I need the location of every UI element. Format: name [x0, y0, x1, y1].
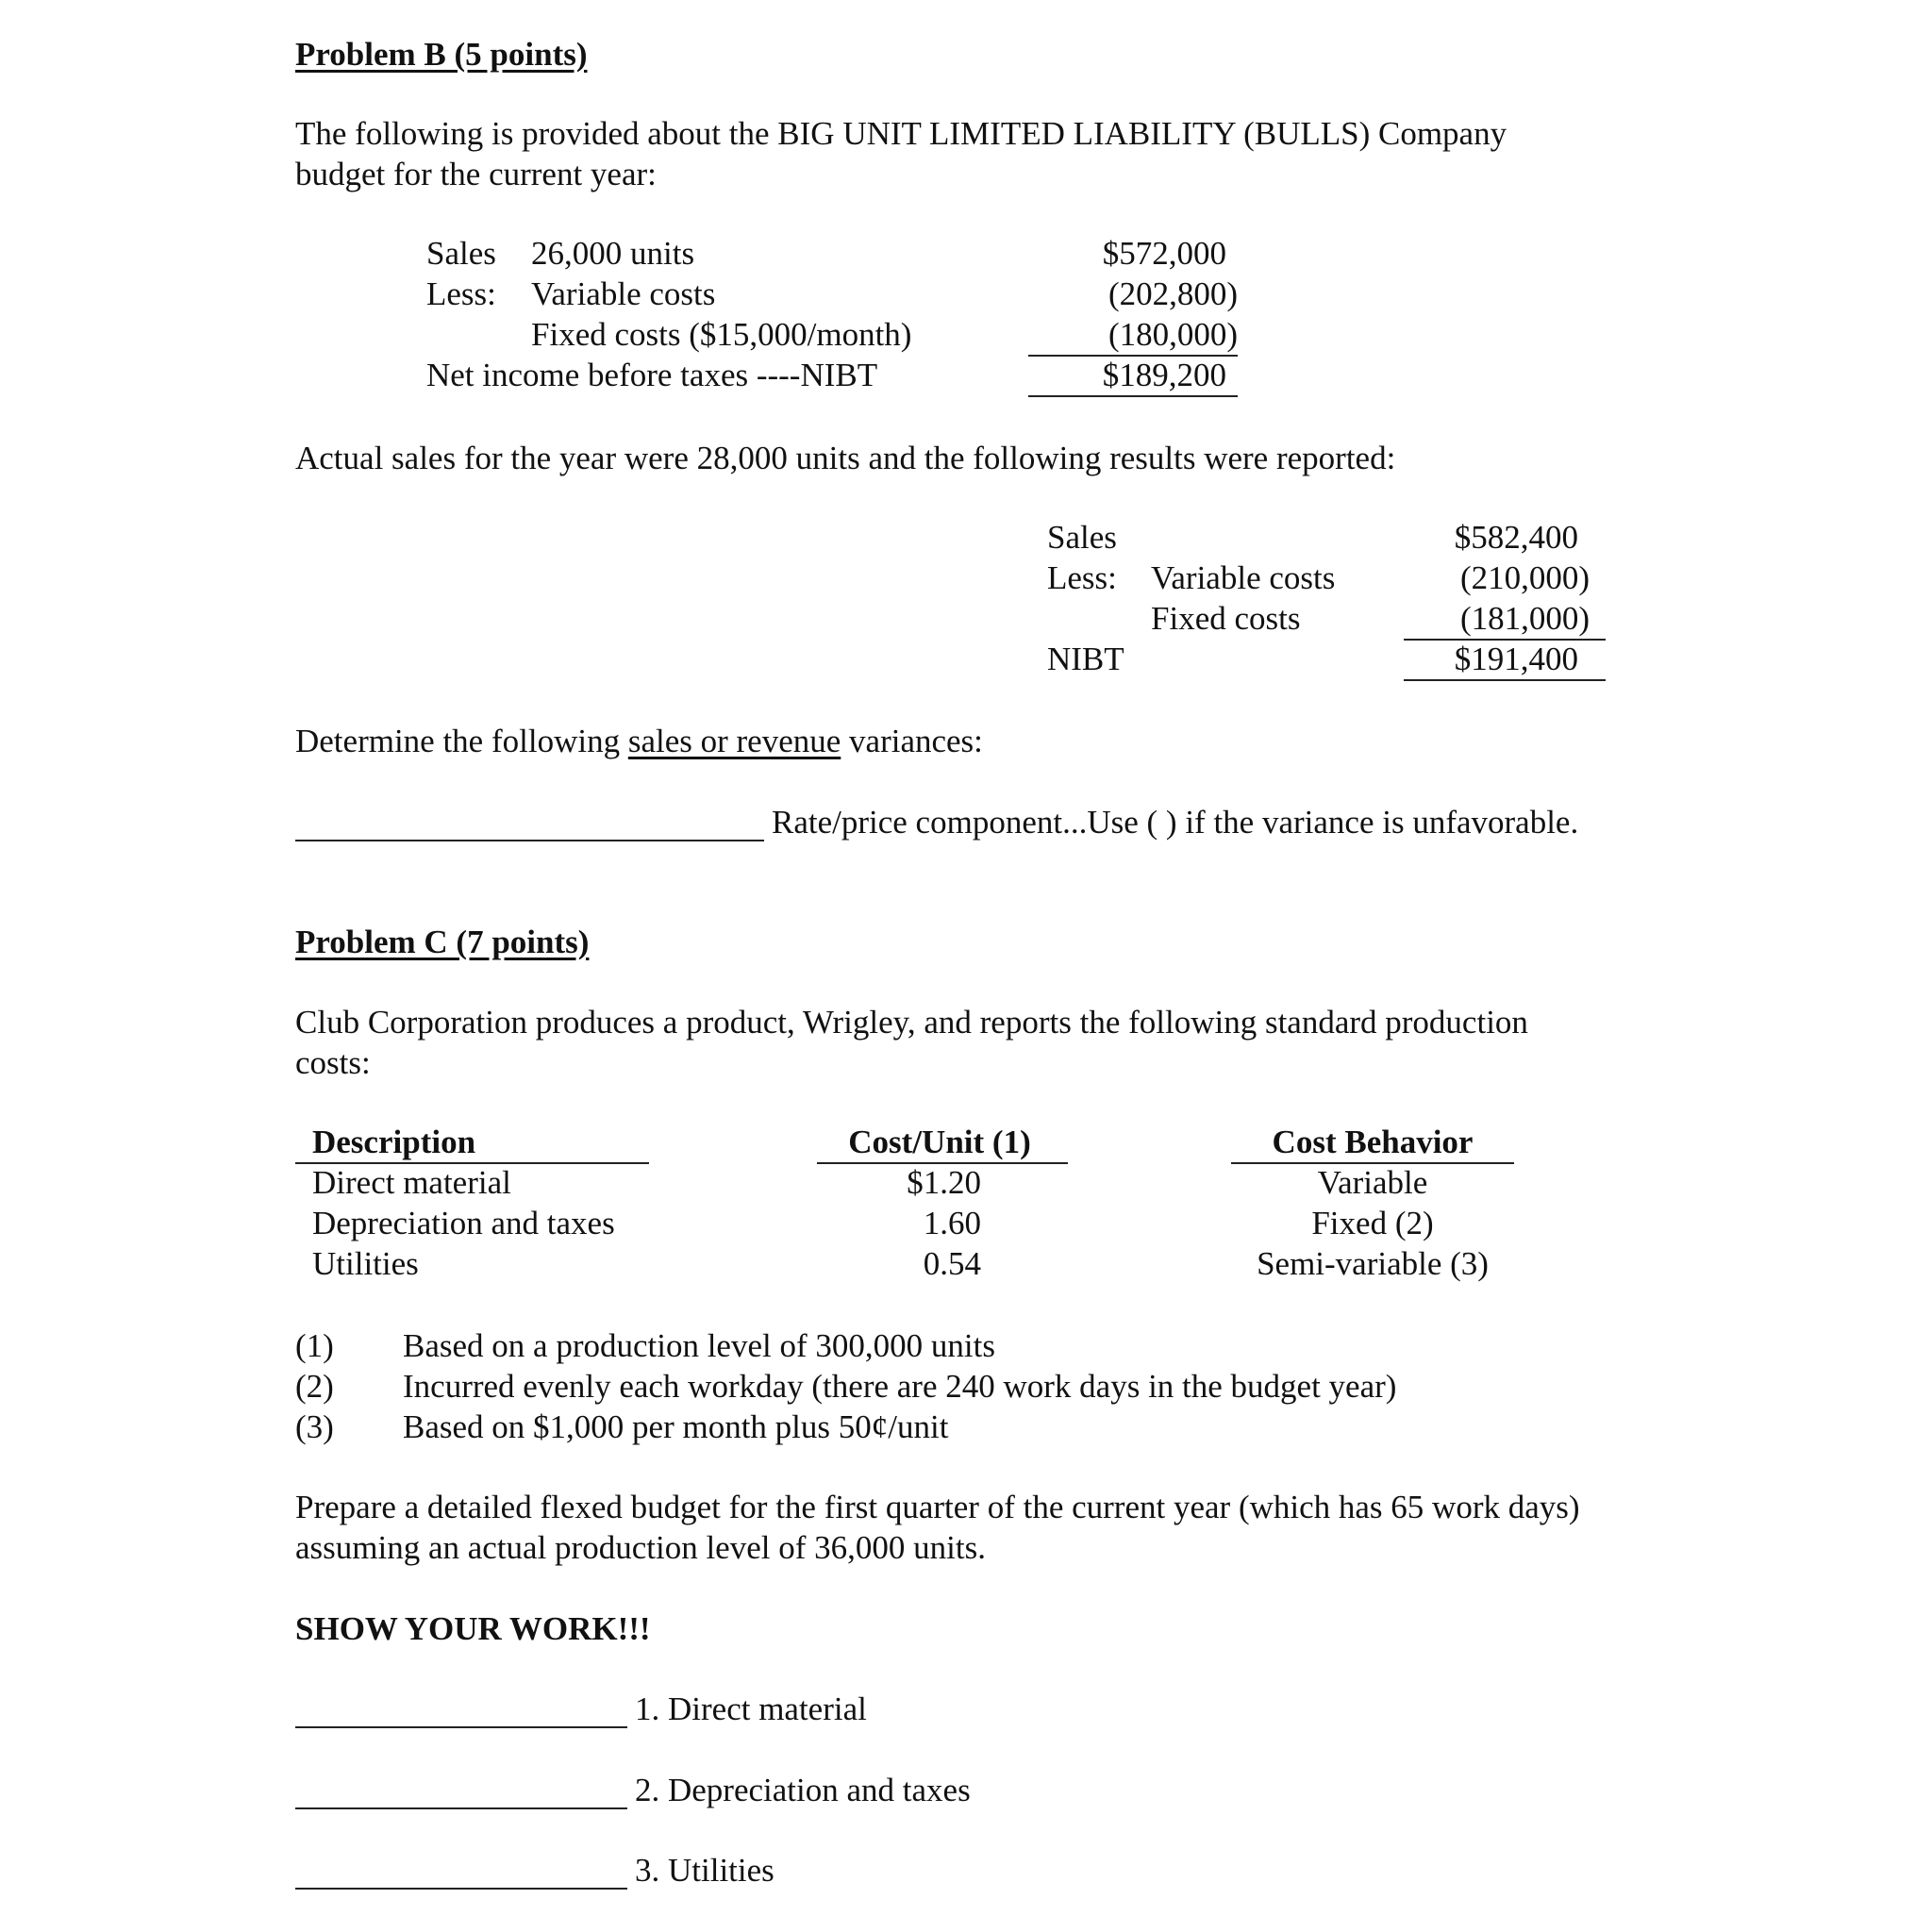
budget-fixed-label: Fixed costs ($15,000/month): [531, 316, 912, 353]
actual-fixed-label: Fixed costs: [1151, 600, 1301, 637]
answer-label-direct-material: 1. Direct material: [635, 1690, 867, 1727]
table-row-1-cost: $1.20: [907, 1164, 981, 1201]
footnote-1-text: Based on a production level of 300,000 units: [403, 1327, 995, 1364]
actual-nibt-label: NIBT: [1047, 641, 1124, 677]
determine-variances-text: [295, 721, 983, 761]
actual-fixed-amount: (181,000): [1459, 600, 1590, 637]
actual-variable-amount: (210,000): [1459, 559, 1590, 596]
table-row-1-behavior: Variable: [1317, 1164, 1428, 1201]
actual-intro: Actual sales for the year were 28,000 units and the following results were reported:: [295, 440, 1396, 476]
rate-price-label: Rate/price component...Use ( ) if the variance is unfavorable.: [772, 804, 1579, 841]
table-header-description: Description: [312, 1124, 476, 1160]
actual-total-rule: [1404, 679, 1606, 681]
problem-c-intro-line-2: costs:: [295, 1044, 371, 1081]
answer-blank-direct-material[interactable]: [295, 1726, 627, 1728]
problem-c-heading: Problem C (7 points): [295, 924, 590, 960]
table-row-3-behavior: Semi-variable (3): [1257, 1245, 1489, 1282]
budget-fixed-amount: (180,000): [1108, 316, 1238, 353]
answer-label-utilities: 3. Utilities: [635, 1852, 774, 1889]
footnote-2-number: (2): [295, 1368, 334, 1405]
prepare-line-1: Prepare a detailed flexed budget for the first quarter of the current year (which has 65 work days): [295, 1489, 1580, 1525]
footnote-3-number: (3): [295, 1408, 334, 1445]
actual-less-label: Less:: [1047, 559, 1117, 596]
table-row-3-description: Utilities: [312, 1245, 419, 1282]
budget-nibt-amount: $189,200: [1102, 357, 1226, 393]
answer-blank-utilities[interactable]: [295, 1888, 627, 1890]
table-header-cost-unit: Cost/Unit (1): [848, 1124, 1031, 1160]
actual-sales-amount: $582,400: [1454, 519, 1578, 556]
footnote-2-text: Incurred evenly each workday (there are 240 work days in the budget year): [403, 1368, 1397, 1405]
problem-b-heading: Problem B (5 points): [295, 36, 588, 73]
table-header-cost-behavior: Cost Behavior: [1272, 1124, 1474, 1160]
budget-total-rule: [1028, 395, 1238, 397]
show-your-work: SHOW YOUR WORK!!!: [295, 1610, 651, 1647]
budget-sales-label: Sales: [426, 235, 496, 272]
rate-price-answer-blank[interactable]: [295, 840, 764, 841]
prepare-line-2: assuming an actual production level of 36,000 units.: [295, 1529, 986, 1566]
footnote-1-number: (1): [295, 1327, 334, 1364]
footnote-3-text: Based on $1,000 per month plus 50¢/unit: [403, 1408, 949, 1445]
determine-underlined: sales or revenue: [627, 723, 841, 759]
budget-variable-amount: (202,800): [1108, 275, 1238, 312]
table-row-1-description: Direct material: [312, 1164, 511, 1201]
problem-c-intro-line-1: Club Corporation produces a product, Wrigley, and reports the following standard production: [295, 1004, 1528, 1041]
budget-less-label: Less:: [426, 275, 496, 312]
table-row-2-description: Depreciation and taxes: [312, 1205, 615, 1241]
problem-b-intro-line-2: budget for the current year:: [295, 156, 657, 192]
table-row-3-cost: 0.54: [923, 1245, 981, 1282]
budget-sales-amount: $572,000: [1102, 235, 1226, 272]
budget-sales-units: 26,000 units: [531, 235, 695, 272]
actual-sales-label: Sales: [1047, 519, 1117, 556]
budget-variable-label: Variable costs: [531, 275, 716, 312]
actual-nibt-amount: $191,400: [1454, 641, 1578, 677]
answer-label-depreciation: 2. Depreciation and taxes: [635, 1772, 971, 1808]
table-row-2-cost: 1.60: [923, 1205, 981, 1241]
problem-b-intro-line-1: The following is provided about the BIG UNIT LIMITED LIABILITY (BULLS) Company: [295, 115, 1507, 152]
determine-suffix: variances:: [849, 723, 983, 759]
table-row-2-behavior: Fixed (2): [1311, 1205, 1434, 1241]
determine-prefix: Determine the following: [295, 723, 621, 759]
budget-nibt-label: Net income before taxes ----NIBT: [426, 357, 878, 393]
answer-blank-depreciation[interactable]: [295, 1807, 627, 1809]
actual-variable-label: Variable costs: [1151, 559, 1336, 596]
